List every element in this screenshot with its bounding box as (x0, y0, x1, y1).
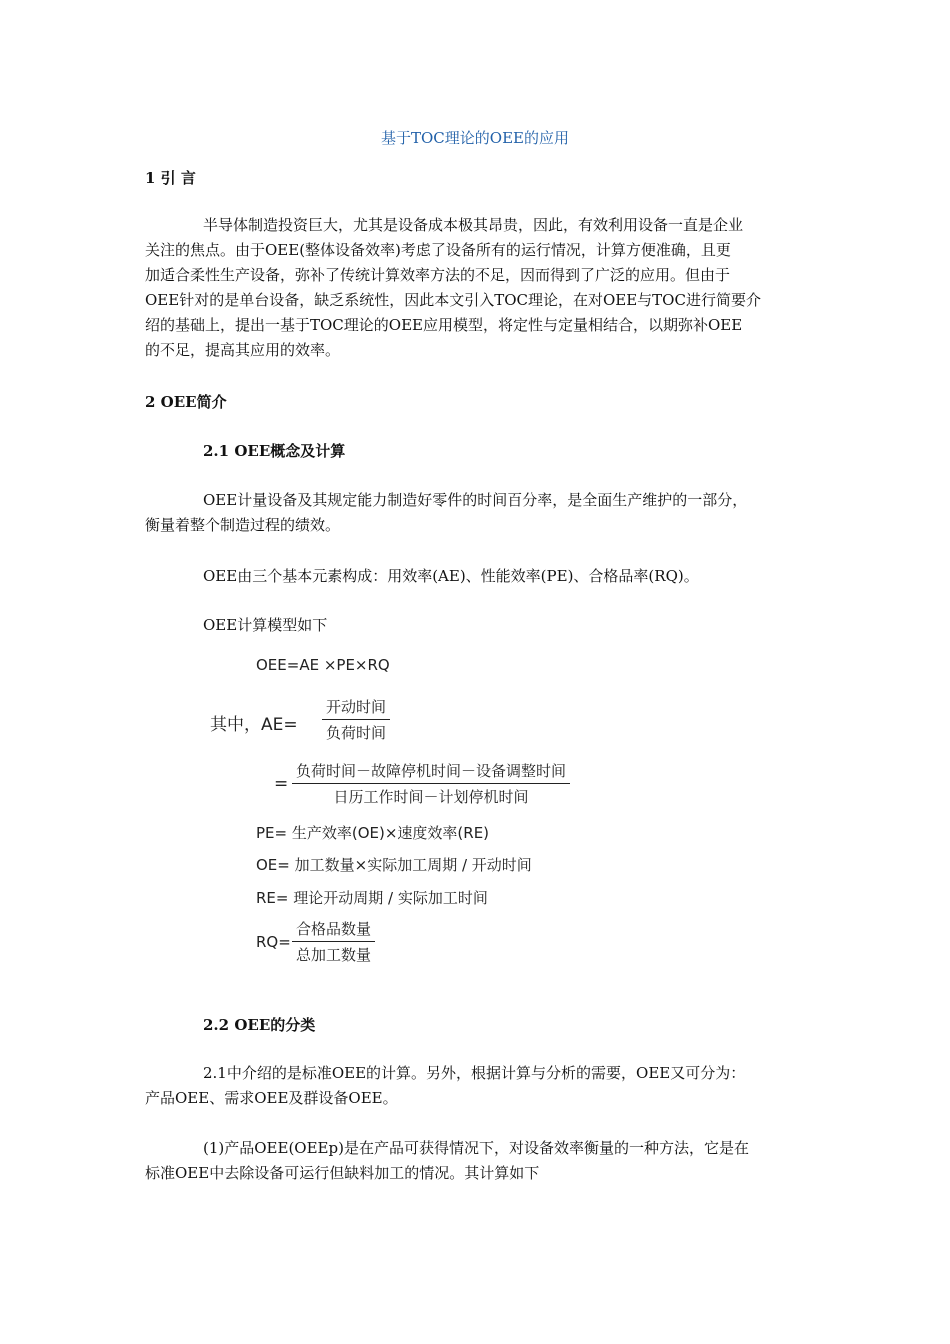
text-line: 绍的基础上，提出一基于TOC理论的OEE应用模型，将定性与定量相结合，以期弥补OEE (145, 316, 743, 334)
text-line: (1)产品OEE(OEEp)是在产品可获得情况下，对设备效率衡量的一种方法，它是在 (203, 1139, 749, 1157)
fraction-denominator: 日历工作时间－计划停机时间 (333, 788, 529, 806)
heading-oee-classification: 2.2 OEE的分类 (203, 1016, 316, 1034)
formula-ae-expanded-fraction (292, 760, 570, 807)
formula-ae-label: 其中，AE= (210, 715, 298, 735)
text-line: 2.1中介绍的是标准OEE的计算。另外，根据计算与分析的需要，OEE又可分为： (203, 1064, 746, 1082)
elements-paragraph (145, 564, 805, 589)
document-title: 基于TOC理论的OEE的应用 (381, 129, 569, 147)
classification-paragraph (145, 1061, 805, 1111)
formula-oe: OE= 加工数量×实际加工周期 / 开动时间 (256, 856, 532, 874)
heading-oee-concept: 2.1 OEE概念及计算 (203, 442, 346, 460)
heading-oee-intro: 2 OEE简介 (145, 393, 227, 411)
heading-introduction: 1 引 言 (145, 169, 196, 187)
model-intro-paragraph (145, 613, 805, 638)
text-line: 半导体制造投资巨大，尤其是设备成本极其昂贵，因此，有效利用设备一直是企业 (203, 216, 744, 234)
text-line: 关注的焦点。由于OEE(整体设备效率)考虑了设备所有的运行情况，计算方便准确，且更 (145, 241, 731, 259)
fraction-numerator: 负荷时间－故障停机时间－设备调整时间 (292, 760, 570, 784)
text-line: 加适合柔性生产设备，弥补了传统计算效率方法的不足，因而得到了广泛的应用。但由于 (145, 266, 731, 284)
text-line: OEE针对的是单台设备，缺乏系统性，因此本文引入TOC理论，在对OEE与TOC进行简要介 (145, 291, 761, 309)
text-line: 的不足，提高其应用的效率。 (145, 341, 341, 359)
formula-re: RE= 理论开动周期 / 实际加工时间 (256, 889, 488, 907)
text-line: OEE计量设备及其规定能力制造好零件的时间百分率，是全面生产维护的一部分， (203, 491, 748, 509)
fraction-denominator: 总加工数量 (296, 946, 372, 964)
product-oee-paragraph (145, 1136, 805, 1186)
text-line: 产品OEE、需求OEE及群设备OEE。 (145, 1089, 398, 1107)
fraction-denominator: 负荷时间 (326, 724, 387, 742)
fraction-numerator: 合格品数量 (292, 918, 375, 942)
formula-rq-label: RQ= (256, 933, 291, 951)
formula-rq-fraction (292, 918, 375, 965)
intro-paragraph (145, 213, 805, 363)
oee-formula-figure (210, 650, 630, 970)
concept-paragraph (145, 488, 805, 538)
formula-oee: OEE=AE ×PE×RQ (256, 656, 390, 674)
text-line: 标准OEE中去除设备可运行但缺料加工的情况。其计算如下 (145, 1164, 540, 1182)
fraction-numerator: 开动时间 (322, 696, 390, 720)
formula-ae-fraction (322, 696, 390, 743)
formula-pe: PE= 生产效率(OE)×速度效率(RE) (256, 824, 490, 842)
text-line: 衡量着整个制造过程的绩效。 (145, 516, 341, 534)
formula-equals: = (274, 774, 289, 794)
text-line: OEE计算模型如下 (203, 616, 328, 634)
text-line: OEE由三个基本元素构成：用效率(AE)、性能效率(PE)、合格品率(RQ)。 (203, 567, 699, 585)
